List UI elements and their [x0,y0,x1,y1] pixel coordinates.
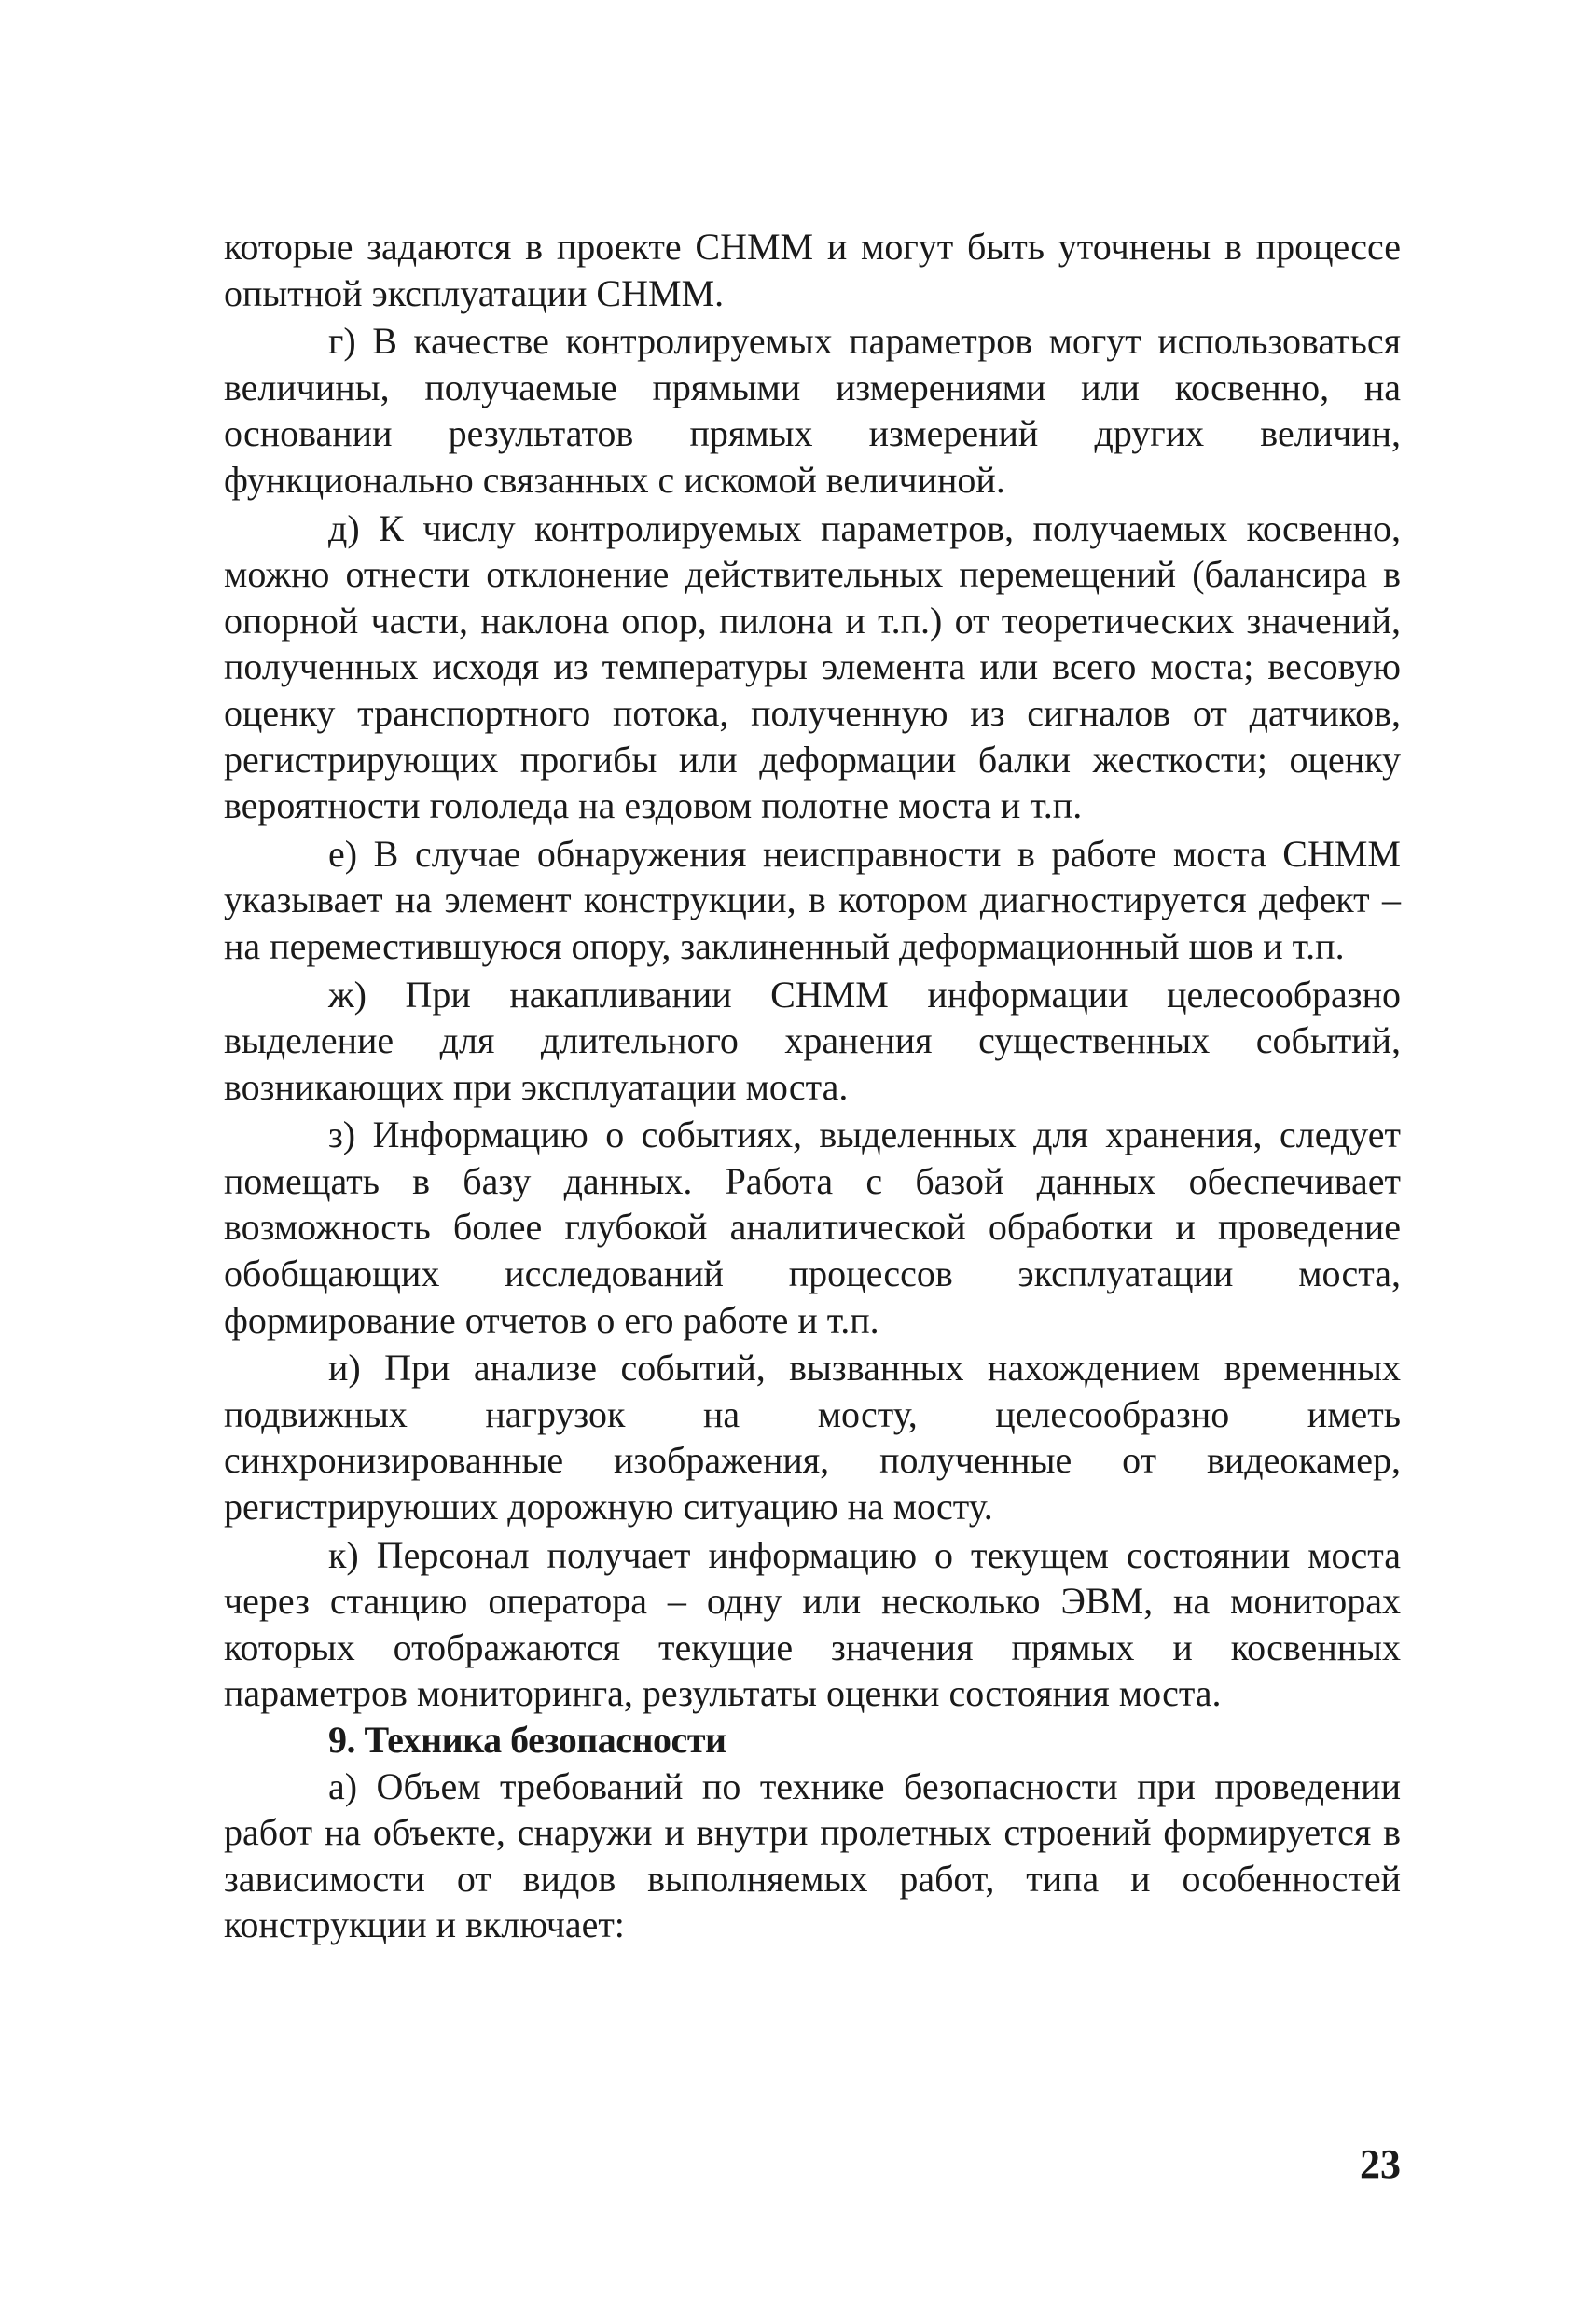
page-number: 23 [1360,2141,1401,2187]
paragraph-a: а) Объем требований по технике безопасности при проведении работ на объекте, снаружи и внутри пролетных строений формируется в зависимости от видов выполняемых работ, типа и особенностей конструкции и включает: [224,1764,1401,1946]
paragraph-e: е) В случае обнаружения неисправности в работе моста СНММ указывает на элемент конструкции, в котором диагностируется дефект – на переместившуюся опору, заклиненный деформационный шов и т.п. [224,832,1401,967]
paragraph-d: д) К числу контролируемых параметров, получаемых косвенно, можно отнести отклонение действительных перемещений (балансира в опорной части, наклона опор, пилона и т.п.) от теоретических значений, полученных исходя из температуры элемента или всего моста; весовую оценку транспортного потока, полученную из сигналов от датчиков, регистрирующих прогибы или деформации балки жесткости; оценку вероятности гололеда на ездовом полотне моста и т.п. [224,506,1401,827]
paragraph-i: и) При анализе событий, вызванных нахождением временных подвижных нагрузок на мосту, целесообразно иметь синхронизированные изображения, полученные от видеокамер, регистрируюших дорожную ситуацию на мосту. [224,1347,1401,1529]
section-heading: 9. Техника безопасности [328,1719,726,1761]
paragraph-k: к) Персонал получает информацию о текущем состоянии моста через станцию оператора – одну или несколько ЭВМ, на мониторах которых отображаются текущие значения прямых и косвенных параметров мониторинга, результаты оценки состояния моста. [224,1533,1401,1715]
paragraph-zh: ж) При накапливании СНММ информации целесообразно выделение для длительного хранения существенных событий, возникающих при эксплуатации моста. [224,973,1401,1108]
page-text [224,224,1401,1948]
paragraph-g: г) В качестве контролируемых параметров могут использоваться величины, получаемые прямыми измерениями или косвенно, на основании результатов прямых измерений других величин, функционально связанных с искомой величиной. [224,320,1401,501]
paragraph-continuation: которые задаются в проекте СНММ и могут быть уточнены в процессе опытной эксплуатации СНММ. [224,226,1401,314]
paragraph-z: з) Информацию о событиях, выделенных для хранения, следует помещать в базу данных. Работа с базой данных обеспечивает возможность более глубокой аналитической обработки и проведение обобщающих исследований процессов эксплуатации моста, формирование отчетов о его работе и т.п. [224,1114,1401,1341]
